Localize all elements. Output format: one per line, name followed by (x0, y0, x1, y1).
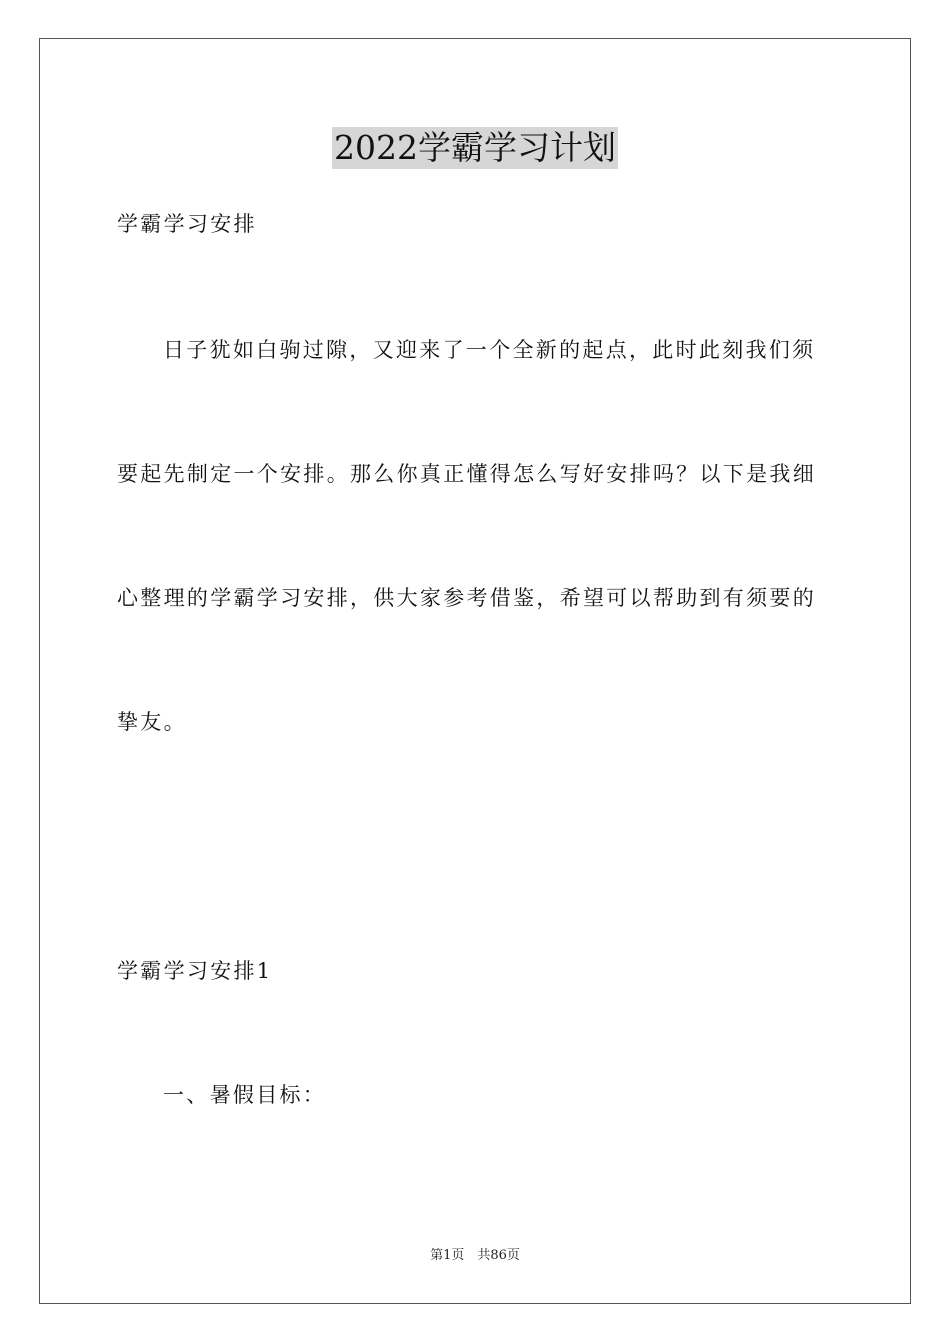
title-container (0, 127, 950, 169)
paragraph-line-2: 要起先制定一个安排。那么你真正懂得怎么写好安排吗？以下是我细 (117, 462, 816, 486)
paragraph-line-4: 挚友。 (117, 710, 187, 734)
document-title: 2022学霸学习计划 (334, 128, 616, 167)
paragraph-line-3: 心整理的学霸学习安排，供大家参考借鉴，希望可以帮助到有须要的 (117, 586, 816, 610)
page-footer: 第1页 共86页 (430, 1248, 520, 1263)
subsection-heading: 一、暑假目标： (163, 1083, 327, 1107)
paragraph-line-1: 日子犹如白驹过隙，又迎来了一个全新的起点，此时此刻我们须 (163, 338, 816, 362)
document-subtitle: 学霸学习安排 (117, 212, 257, 236)
section-heading: 学霸学习安排1 (117, 959, 273, 983)
